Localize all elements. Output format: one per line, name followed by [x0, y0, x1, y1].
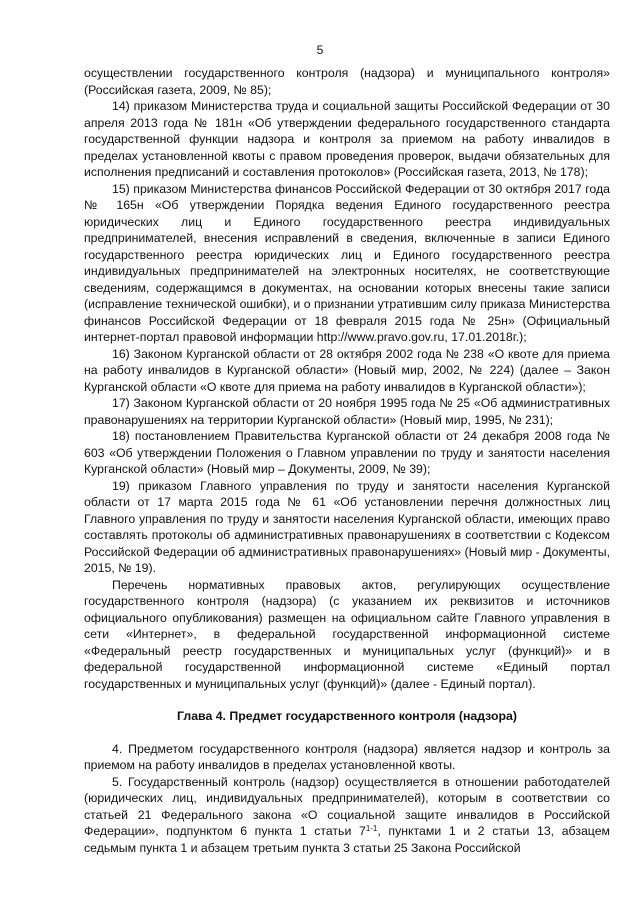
list-item-14: 14) приказом Министерства труда и социальной защиты Российской Федерации от 30 апреля 2013 года № 181н «Об утверждении федерального государственного стандарта государственной функции надзора и контроля за приемом на работу инвалидов в пределах установленной квоты с правом проведения проверок, выдачи обязательных для исполнения предписаний и составления протоколов» (Российская газета, 2013, № 178);: [84, 99, 610, 179]
chapter-heading: Глава 4. Предмет государственного контроля (надзора): [177, 709, 517, 723]
list-item-16: 16) Законом Курганской области от 28 октября 2002 года № 238 «О квоте для приема на работу инвалидов в Курганской области» (Новый мир, 2002, № 224) (далее – Закон Курганской области «О квоте для приема на работу инвалидов в Курганской области»);: [84, 346, 610, 394]
page-number: 5: [316, 43, 324, 57]
list-item-18: 18) постановлением Правительства Курганской области от 24 декабря 2008 года № 603 «Об утверждении Положения о Главном управлении по труду и занятости населения Курганской области» (Новый мир – Документы, 2009, № 39);: [84, 429, 610, 476]
document-body: [84, 65, 610, 856]
paragraph-acts-list: Перечень нормативных правовых актов, регулирующих осуществление государственного контроля (надзора) (с указанием их реквизитов и источников официального опубликования) размещен на официальном сайте Главного управления в сети «Интернет», в федеральной государственной информационной системе «Федеральный реестр государственных и муниципальных услуг (функций)» и в федеральной государственной информационной системе «Единый портал государственных и муниципальных услуг (функций)» (далее - Единый портал).: [84, 577, 610, 691]
list-item-19: 19) приказом Главного управления по труду и занятости населения Курганской области от 17 марта 2015 года № 61 «Об установлении перечня должностных лиц Главного управления по труду и занятости населения Курганской области, имеющих право составлять протоколы об административных правонарушениях в соответствии с Кодексом Российской Федерации об административных правонарушениях» (Новый мир - Документы, 2015, № 19).: [84, 478, 610, 575]
paragraph-5-text-start: 5. Государственный контроль (надзор) осуществляется в отношении работодателей (юридических лиц, индивидуальных предпринимателей), которым в соответствии со статьей 21 Федерального закона «О социальной защите инвалидов в Российской Федерации», подпунктом 6 пункта 1 статьи 7: [84, 774, 610, 838]
paragraph-4: 4. Предметом государственного контроля (надзора) является надзор и контроль за приемом на работу инвалидов в пределах установленной квоты.: [84, 741, 610, 772]
paragraph-5-superscript: 1-1: [365, 824, 378, 833]
list-item-17: 17) Законом Курганской области от 20 ноября 1995 года № 25 «Об административных правонарушениях на территории Курганской области» (Новый мир, 1995, № 231);: [84, 396, 610, 427]
list-item-15: 15) приказом Министерства финансов Российской Федерации от 30 октября 2017 года № 165н «Об утверждении Порядка ведения Единого государственного реестра юридических лиц и Единого государственного реестра индивидуальных предпринимателей, внесения исправлений в сведения, включенные в записи Единого государственного реестра юридических лиц и Единого государственного реестра индивидуальных предпринимателей на электронных носителях, не соответствующие сведениям, содержащимся в документах, на основании которых внесены такие записи (исправление технической ошибки), и о признании утратившим силу приказа Министерства финансов Российской Федерации от 18 февраля 2015 года № 25н» (Официальный интернет-портал правовой информации http://www.pravo.gov.ru, 17.01.2018г.);: [84, 181, 610, 344]
paragraph-5-text-end: , пунктами 1 и 2 статьи 13, абзацем седьмым пункта 1 и абзацем третьим пункта 3 статьи 25 Закона Российской: [84, 824, 610, 855]
paragraph-5: [84, 774, 610, 857]
paragraph-continuation: осуществлении государственного контроля (надзора) и муниципального контроля» (Российская газета, 2009, № 85);: [84, 66, 610, 97]
